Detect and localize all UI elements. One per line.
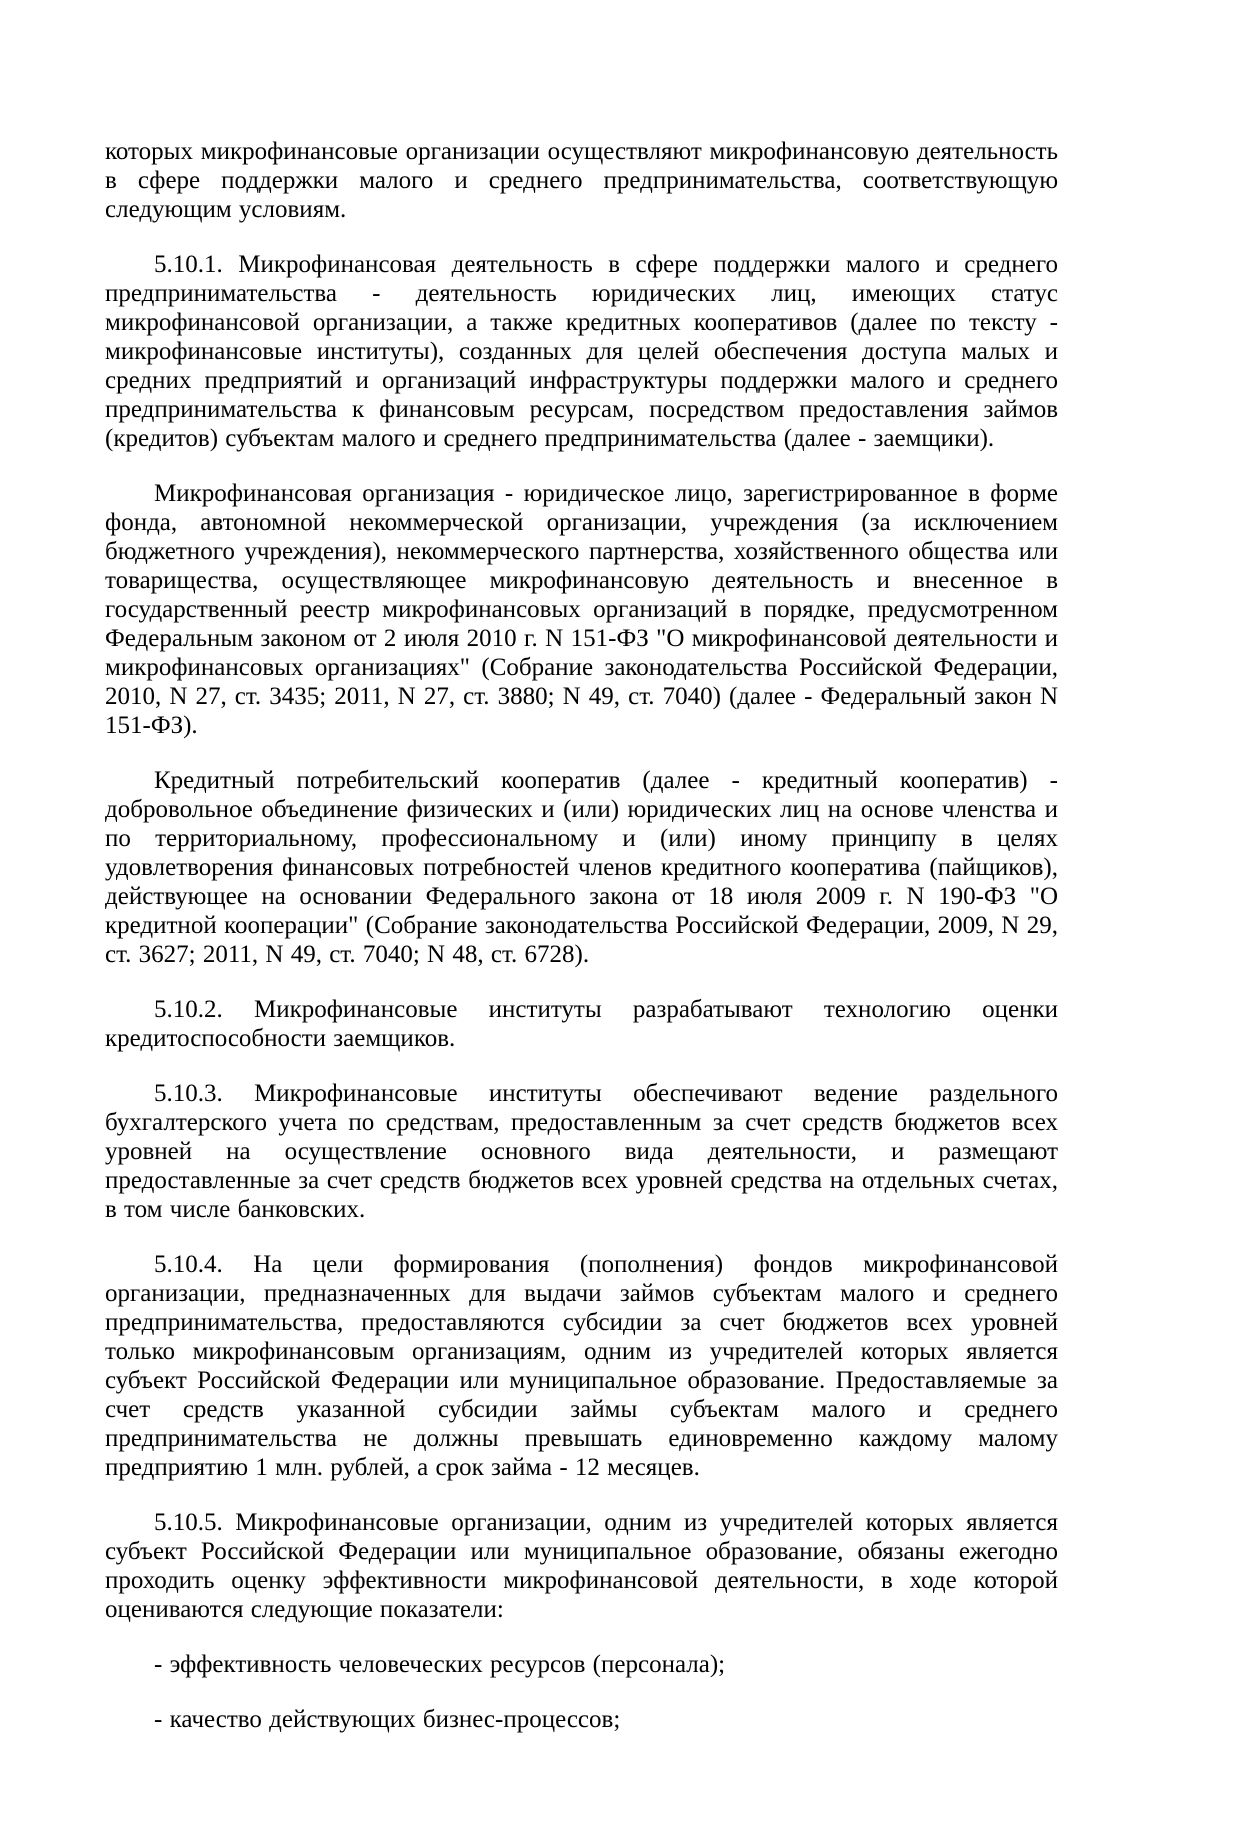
list-item-personnel-efficiency: - эффективность человеческих ресурсов (персонала); xyxy=(154,1651,726,1678)
paragraph-credit-cooperative-definition: Кредитный потребительский кооператив (далее - кредитный кооператив) - добровольное объединение физических и (или) юридических лиц на основе членства и по территориальному, профессиональному и (или) иному принципу в целях удовлетворения финансовых потребностей членов кредитного кооператива (пайщиков), действующее на основании Федерального закона от 18 июля 2009 г. N 190-ФЗ "О кредитной кооперации" (Собрание законодательства Российской Федерации, 2009, N 29, ст. 3627; 2011, N 49, ст. 7040; N 48, ст. 6728). xyxy=(105,767,1058,968)
paragraph-5-10-4: 5.10.4. На цели формирования (пополнения) фондов микрофинансовой организации, предназначенных для выдачи займов субъектам малого и среднего предпринимательства, предоставляются субсидии за счет бюджетов всех уровней только микрофинансовым организациям, одним из учредителей которых является субъект Российской Федерации или муниципальное образование. Предоставляемые за счет средств указанной субсидии займы субъектам малого и среднего предпринимательства не должны превышать единовременно каждому малому предприятию 1 млн. рублей, а срок займа - 12 месяцев. xyxy=(105,1251,1058,1481)
paragraph-5-10-2: 5.10.2. Микрофинансовые институты разрабатывают технологию оценки кредитоспособности заемщиков. xyxy=(105,996,1058,1052)
paragraph-microfinance-org-definition: Микрофинансовая организация - юридическое лицо, зарегистрированное в форме фонда, автономной некоммерческой организации, учреждения (за исключением бюджетного учреждения), некоммерческого партнерства, хозяйственного общества или товарищества, осуществляющее микрофинансовую деятельность и внесенное в государственный реестр микрофинансовых организаций в порядке, предусмотренном Федеральным законом от 2 июля 2010 г. N 151-ФЗ "О микрофинансовой деятельности и микрофинансовых организациях" (Собрание законодательства Российской Федерации, 2010, N 27, ст. 3435; 2011, N 27, ст. 3880; N 49, ст. 7040) (далее - Федеральный закон N 151-ФЗ). xyxy=(105,480,1058,739)
paragraph-5-10-5: 5.10.5. Микрофинансовые организации, одним из учредителей которых является субъект Российской Федерации или муниципальное образование, обязаны ежегодно проходить оценку эффективности микрофинансовой деятельности, в ходе которой оцениваются следующие показатели: xyxy=(105,1509,1058,1623)
paragraph-continuation: которых микрофинансовые организации осуществляют микрофинансовую деятельность в сфере поддержки малого и среднего предпринимательства, соответствующую следующим условиям. xyxy=(105,138,1058,223)
paragraph-5-10-1: 5.10.1. Микрофинансовая деятельность в сфере поддержки малого и среднего предпринимательства - деятельность юридических лиц, имеющих статус микрофинансовой организации, а также кредитных кооперативов (далее по тексту - микрофинансовые институты), созданных для целей обеспечения доступа малых и средних предприятий и организаций инфраструктуры поддержки малого и среднего предпринимательства к финансовым ресурсам, посредством предоставления займов (кредитов) субъектам малого и среднего предпринимательства (далее - заемщики). xyxy=(105,251,1058,452)
paragraph-5-10-3: 5.10.3. Микрофинансовые институты обеспечивают ведение раздельного бухгалтерского учета по средствам, предоставленным за счет средств бюджетов всех уровней на осуществление основного вида деятельности, и размещают предоставленные за счет средств бюджетов всех уровней средства на отдельных счетах, в том числе банковских. xyxy=(105,1080,1058,1223)
list-item-business-processes: - качество действующих бизнес-процессов; xyxy=(154,1706,621,1733)
